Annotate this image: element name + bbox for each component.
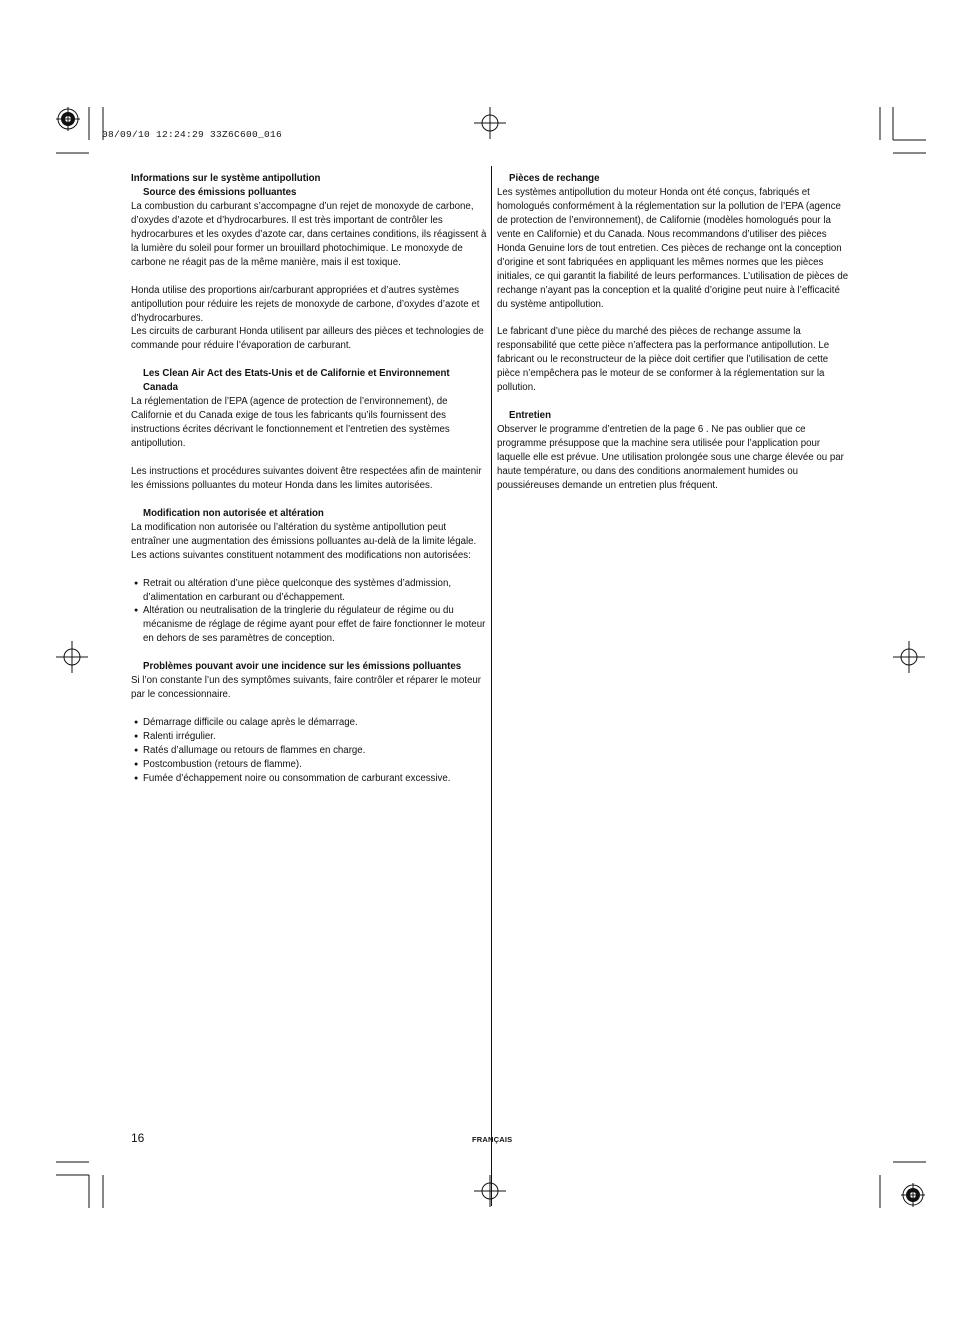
section-heading: Pièces de rechange — [509, 173, 600, 184]
registration-crosshair-bottom — [474, 1175, 506, 1207]
paragraph: Observer le programme d’entretien de la page 6 . Ne pas oublier que ce programme présuppose que la machine sera utilisée pour l’application pour laquelle elle est prévue. Une utilisation prolongée sous une charge élevée ou par haute température, ou dans des conditions anormalement humides ou poussiéreuses demande un entretien plus fréquent. — [497, 424, 844, 491]
star-target-mark-top-left — [56, 107, 80, 131]
paragraph: Honda utilise des proportions air/carburant appropriées et d’autres systèmes antipollution pour réduire les rejets de monoxyde de carbone, d’oxydes d’azote et d’hydrocarbures. — [131, 284, 480, 324]
list-item: ● Ralenti irrégulier. — [131, 730, 487, 744]
paragraph: Le fabricant d’une pièce du marché des pièces de rechange assume la responsabilité que cette pièce n’affectera pas la performance antipollution. Le fabricant ou le reconstructeur de la pièce doit certifier que l’utilisation de cette pièce n’empêchera pas le moteur de se conformer à la réglementation sur la pollution. — [497, 326, 830, 394]
list-item: ● Démarrage difficile ou calage après le démarrage. — [131, 716, 487, 730]
paragraph: Les systèmes antipollution du moteur Honda ont été conçus, fabriqués et homologués conformément à la réglementation sur la pollution de l’EPA (agence de protection de l’environnement), de Californie (modèles homologués pour la vente en Californie) et du Canada. Nous recommandons d’utiliser des pièces Honda Genuine lors de tout entretien. Ces pièces de rechange ont la conception d’origine et sont fabriquées en appliquant les mêmes normes que les pièces initiales, ce qui garantit la fiabilité de leurs performances. L’utilisation de pièces de rechange n’ayant pas la conception et la qualité d’origine peut nuire à l’efficacité du système antipollution. — [497, 186, 849, 310]
right-column — [497, 172, 853, 493]
registration-crosshair-right — [893, 641, 925, 673]
left-column — [131, 172, 487, 786]
registration-crosshair-top — [474, 107, 506, 139]
paragraph: Les circuits de carburant Honda utilisent par ailleurs des pièces et technologies de commande pour réduire l’évaporation de carburant. — [131, 326, 484, 352]
list-item: ● Fumée d’échappement noire ou consommation de carburant excessive. — [131, 772, 487, 786]
bullet-list — [131, 577, 487, 647]
list-item: ● Postcombustion (retours de flamme). — [131, 758, 487, 772]
section-heading: Entretien — [509, 410, 551, 422]
print-timestamp: 08/09/10 12:24:29 33Z6C600_016 — [102, 129, 283, 140]
star-target-mark-bottom-right — [901, 1183, 925, 1207]
paragraph: Si l’on constante l’un des symptômes suivants, faire contrôler et réparer le moteur par le concessionnaire. — [131, 675, 481, 701]
list-item: ● Ratés d’allumage ou retours de flammes en charge. — [131, 744, 487, 758]
paragraph: La combustion du carburant s’accompagne d’un rejet de monoxyde de carbone, d’oxydes d’azote et d’hydrocarbures. Il est très important de contrôler les hydrocarbures et les oxydes d’azote car, dans certaines conditions, ils réagissent à la lumière du soleil pour former un brouillard photochimique. Le monoxyde de carbone ne réagit pas de la même manière, mais il est toxique. — [131, 200, 487, 268]
page-number: 16 — [131, 1131, 145, 1145]
paragraph: La réglementation de l’EPA (agence de protection de l’environnement), de Californie et du Canada exige de tous les fabricants qu’ils fournissent des instructions écrites décrivant le fonctionnement et l’entretien des systèmes antipollution. — [131, 396, 450, 450]
section-heading: Source des émissions polluantes — [143, 186, 297, 198]
section-heading: Les Clean Air Act des Etats-Unis et de Californie et Environnement Canada — [143, 368, 450, 394]
list-item: ● Retrait ou altération d’une pièce quelconque des systèmes d’admission, d’alimentation en carburant ou d’échappement. — [131, 577, 487, 605]
paragraph: Les instructions et procédures suivantes doivent être respectées afin de maintenir les émissions polluantes du moteur Honda dans les limites autorisées. — [131, 465, 482, 491]
bullet-list — [131, 716, 487, 786]
paragraph: La modification non autorisée ou l’altération du système antipollution peut entraîner une augmentation des émissions polluantes au-delà de la limite légale. Les actions suivantes constituent notamment des modifications non autorisées: — [131, 521, 477, 561]
section-heading: Problèmes pouvant avoir une incidence sur les émissions polluantes — [143, 661, 462, 673]
registration-crosshair-left — [56, 641, 88, 673]
language-label: FRANÇAIS — [472, 1135, 513, 1144]
column-divider — [491, 166, 492, 1206]
document-title: Informations sur le système antipollution — [131, 173, 321, 184]
list-item: ● Altération ou neutralisation de la tringlerie du régulateur de régime ou du mécanisme de réglage de régime ayant pour effet de faire fonctionner le moteur en dehors de ses paramètres de conception. — [131, 604, 487, 646]
section-heading: Modification non autorisée et altération — [143, 507, 324, 519]
